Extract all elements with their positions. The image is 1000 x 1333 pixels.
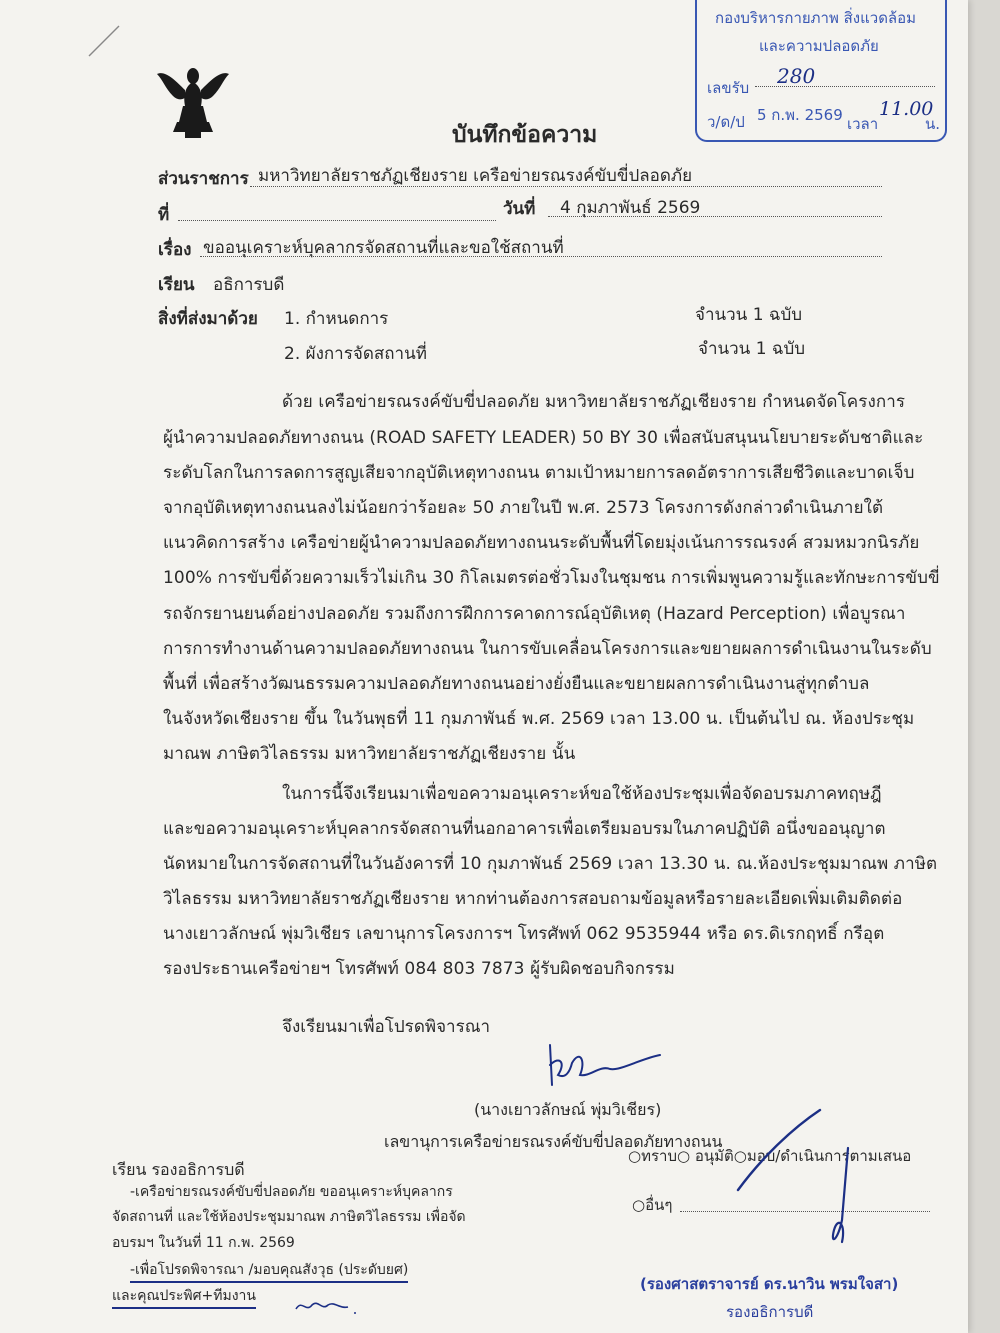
receipt-stamp (695, 0, 947, 142)
para1-line: พื้นที่ เพื่อสร้างวัฒนธรรมความปลอดภัยทางถนนอย่างยั่งยืนและขยายผลการดำเนินงานสู่ทุกตำบล (163, 674, 870, 694)
endorser-initials-icon (292, 1295, 362, 1317)
para1-line: ในจังหวัดเชียงราย ขึ้น ในวันพุธที่ 11 กุมภาพันธ์ พ.ศ. 2569 เวลา 13.00 น. เป็นต้นไป ณ. ห้องประชุม (163, 709, 915, 729)
ref-label: ที่ (158, 205, 170, 225)
endorsement-line: -เพื่อโปรดพิจารณา /มอบคุณสังวุธ (ประดับยศ) (130, 1259, 408, 1283)
para1-line: มาณพ ภาษิตวิไลธรรม มหาวิทยาลัยราชภัฏเชียงราย นั้น (163, 744, 576, 764)
enclosure-item-2: 2. ผังการจัดสถานที่ (284, 344, 427, 364)
enclosure-qty-1: จำนวน 1 ฉบับ (695, 305, 803, 325)
para2-line: รองประธานเครือข่ายฯ โทรศัพท์ 084 803 7873 ผู้รับผิดชอบกิจกรรม (163, 959, 675, 979)
signer-position: เลขานุการเครือข่ายรณรงค์ขับขี่ปลอดภัยทางถนน (384, 1132, 723, 1151)
enclosure-label: สิ่งที่ส่งมาด้วย (158, 309, 258, 329)
stamp-time-label: เวลา (847, 115, 879, 133)
para2-line: วิไลธรรม มหาวิทยาลัยราชภัฏเชียงราย หากท่านต้องการสอบถามข้อมูลหรือรายละเอียดเพิ่มเติมติดต่อ (163, 889, 903, 909)
para1-line: ผู้นำความปลอดภัยทางถนน (ROAD SAFETY LEADER) 50 BY 30 เพื่อสนับสนุนนโยบายระดับชาติและ (163, 428, 924, 448)
to-label: เรียน (158, 275, 195, 295)
signer-signature-icon (540, 1035, 670, 1095)
stamp-line-1: กองบริหารกายภาพ สิ่งแวดล้อม (715, 9, 917, 27)
signer-name: (นางเยาวลักษณ์ พุ่มวิเชียร) (474, 1100, 662, 1119)
para1-line: จากอุบัติเหตุทางถนนลงไม่น้อยกว่าร้อยละ 50 ภายในปี พ.ศ. 2573 โครงการดังกล่าวดำเนินภายใต้ (163, 498, 884, 518)
dept-value: มหาวิทยาลัยราชภัฏเชียงราย เครือข่ายรณรงค์ขับขี่ปลอดภัย (258, 166, 693, 186)
dept-label: ส่วนราชการ (158, 169, 249, 189)
enclosure-item-1: 1. กำหนดการ (284, 309, 389, 329)
approver-name: (รองศาสตราจารย์ ดร.นาวิน พรมใจสา) (640, 1275, 899, 1293)
pen-mark-icon (85, 20, 125, 60)
approver-signature-icon (730, 1100, 870, 1250)
date-label: วันที่ (503, 199, 536, 219)
para2-line: นัดหมายในการจัดสถานที่ในวันอังคารที่ 10 กุมภาพันธ์ 2569 เวลา 13.30 น. ณ.ห้องประชุมมาณพ ภาษิต (163, 854, 938, 874)
subject-value: ขออนุเคราะห์บุคลากรจัดสถานที่และขอใช้สถานที่ (203, 238, 564, 258)
stamp-date-value: 5 ก.พ. 2569 (757, 106, 843, 124)
stamp-time-unit: น. (925, 115, 941, 133)
decision-options: ○ทราบ○ อนุมัติ○มอบ/ดำเนินการตามเสนอ (628, 1147, 912, 1165)
closing-line: จึงเรียนมาเพื่อโปรดพิจารณา (282, 1017, 491, 1037)
to-value: อธิการบดี (213, 275, 285, 295)
para1-line: รถจักรยานยนต์อย่างปลอดภัย รวมถึงการฝึกการคาดการณ์อุบัติเหตุ (Hazard Perception) เพื่อบูรณา (163, 604, 906, 624)
endorsement-line: และคุณประพิศ+ทีมงาน (112, 1285, 256, 1309)
para1-line: 100% การขับขี่ด้วยความเร็วไม่เกิน 30 กิโลเมตรต่อชั่วโมงในชุมชน การเพิ่มพูนความรู้และทักษะการขับขี่ (163, 568, 940, 588)
stamp-line-2: และความปลอดภัย (759, 37, 879, 55)
decision-other: ○อื่นๆ (632, 1196, 673, 1214)
para1-line: ระดับโลกในการลดการสูญเสียจากอุบัติเหตุทางถนน ตามเป้าหมายการลดอัตราการเสียชีวิตและบาดเจ็บ (163, 463, 915, 483)
garuda-emblem-icon (155, 62, 231, 140)
para1-line: แนวคิดการสร้าง เครือข่ายผู้นำความปลอดภัยทางถนนระดับพื้นที่โดยมุ่งเน้นการรณรงค์ สวมหมวกนิรภัย (163, 533, 920, 553)
endorsement-line: จัดสถานที่ และใช้ห้องประชุมมาณพ ภาษิตวิไลธรรม เพื่อจัด (112, 1209, 466, 1225)
approver-position: รองอธิการบดี (726, 1303, 814, 1321)
stamp-date-label: ว/ด/ป (707, 113, 745, 131)
stamp-receive-label: เลขรับ (707, 79, 750, 97)
para2-line: และขอความอนุเคราะห์บุคลากรจัดสถานที่นอกอาคารเพื่อเตรียมอบรมในภาคปฏิบัติ อนึ่งขออนุญาต (163, 819, 886, 839)
date-value: 4 กุมภาพันธ์ 2569 (560, 198, 701, 218)
endorsement-line: -เครือข่ายรณรงค์ขับขี่ปลอดภัย ขออนุเคราะห์บุคลากร (130, 1184, 453, 1200)
memo-title: บันทึกข้อความ (452, 122, 598, 148)
para1-line: ด้วย เครือข่ายรณรงค์ขับขี่ปลอดภัย มหาวิทยาลัยราชภัฏเชียงราย กำหนดจัดโครงการ (282, 392, 906, 412)
endorsement-line: อบรมฯ ในวันที่ 11 ก.พ. 2569 (112, 1235, 295, 1251)
stamp-receive-number: 280 (777, 64, 816, 88)
para2-line: ในการนี้จึงเรียนมาเพื่อขอความอนุเคราะห์ขอใช้ห้องประชุมเพื่อจัดอบรมภาคทฤษฎี (282, 784, 882, 804)
endorsement-to: เรียน รองอธิการบดี (112, 1160, 245, 1179)
ref-line (178, 202, 496, 221)
enclosure-qty-2: จำนวน 1 ฉบับ (698, 339, 806, 359)
para1-line: การการทำงานด้านความปลอดภัยทางถนน ในการขับเคลื่อนโครงการและขยายผลการดำเนินงานในระดับ (163, 639, 932, 659)
stamp-time-value: 11.00 (879, 98, 934, 120)
para2-line: นางเยาวลักษณ์ พุ่มวิเชียร เลขานุการโครงการฯ โทรศัพท์ 062 9535944 หรือ ดร.ดิเรกฤทธิ์ กรีอุต (163, 924, 885, 944)
subject-label: เรื่อง (158, 240, 192, 260)
